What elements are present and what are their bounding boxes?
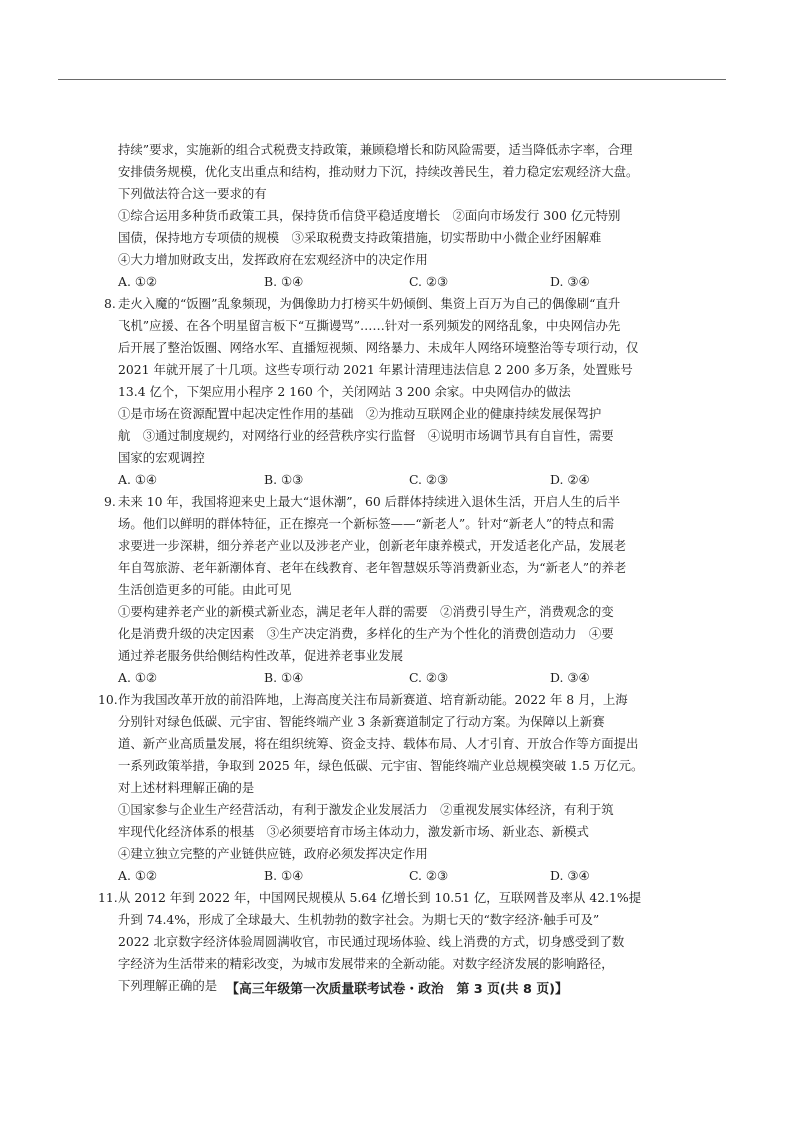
- q8-choices: [118, 469, 670, 491]
- q7-choices: [118, 271, 670, 293]
- q11-line: 字经济为生活带来的精彩改变，为城市发展带来的全新动能。对数字经济发展的影响路径，: [118, 956, 614, 971]
- q10-choice-a: A. ①②: [118, 868, 158, 883]
- q10-line: 道、新产业高质量发展，将在组织统筹、资金支持、载体布局、人才引育、开放合作等方面提出: [118, 736, 639, 751]
- q7-line: ④大力增加财政支出，发挥政府在宏观经济中的决定作用: [118, 252, 428, 267]
- q7-choice-a: A. ①②: [118, 274, 158, 289]
- q8-line: 后开展了整治饭圈、网络水军、直播短视频、网络暴力、未成年人网络环境整治等专项行动，仅: [118, 340, 639, 355]
- q11-line: 升到 74.4%，形成了全球最大、生机勃勃的数字社会。为期七天的“数字经济·触手可及”: [118, 912, 600, 927]
- q10-line: 一系列政策举措，争取到 2025 年，绿色低碳、元宇宙、智能终端产业总规模突破 1.5 万亿元。: [118, 758, 644, 773]
- q9-line: 生活创造更多的可能。由此可见: [118, 582, 292, 597]
- q9-choice-a: A. ①②: [118, 670, 158, 685]
- q8-line-text: 走火入魔的“饭圈”乱象频现，为偶像助力打榜买牛奶倾倒、集资上百万为自己的偶像刷“直升: [118, 296, 621, 311]
- q10-line: 牢现代化经济体系的根基 ③必须要培育市场主体动力，激发新市场、新业态、新模式: [118, 824, 589, 839]
- q10-line: [98, 689, 670, 711]
- q7-line: 下列做法符合这一要求的有: [118, 186, 267, 201]
- question-8: [104, 293, 670, 491]
- q11-line-text: 从 2012 年到 2022 年，中国网民规模从 5.64 亿增长到 10.51 亿，互联网普及率从 42.1%提: [118, 890, 642, 905]
- q8-choice-b: B. ①③: [264, 472, 304, 487]
- q9-choice-b: B. ①④: [264, 670, 304, 685]
- q10-line: 对上述材料理解正确的是: [118, 780, 255, 795]
- q9-line: 求要进一步深耕，细分养老产业以及涉老产业，创新老年康养模式，开发适老化产品，发展老: [118, 538, 627, 553]
- q9-line: 化是消费升级的决定因素 ③生产决定消费，多样化的生产为个性化的消费创造动力 ④要: [118, 626, 614, 641]
- q8-line: [104, 293, 670, 315]
- header-rule: [58, 79, 726, 80]
- q10-line-text: 作为我国改革开放的前沿阵地，上海高度关注布局新赛道、培育新动能。2022 年 8 月，上海: [118, 692, 628, 707]
- q9-line: 通过养老服务供给侧结构性改革，促进养老事业发展: [118, 648, 403, 663]
- q8-line: 飞机”应援、在各个明星留言板下“互撕谩骂”……针对一系列频发的网络乱象，中央网信办先: [118, 318, 621, 333]
- q7-choice-c: C. ②③: [409, 274, 449, 289]
- q9-number: 9.: [104, 494, 116, 509]
- q10-choice-d: D. ③④: [550, 868, 590, 883]
- q10-line: 分别针对绿色低碳、元宇宙、智能终端产业 3 条新赛道制定了行动方案。为保障以上新赛: [118, 714, 605, 729]
- q10-choices: [118, 865, 670, 887]
- q11-line: 下列理解正确的是: [118, 978, 218, 993]
- q8-choice-a: A. ①④: [118, 472, 158, 487]
- q8-line: ①是市场在资源配置中起决定性作用的基础 ②为推动互联网企业的健康持续发展保驾护: [118, 406, 602, 421]
- q10-line: ①国家参与企业生产经营活动，有利于激发企业发展活力 ②重视发展实体经济，有利于筑: [118, 802, 614, 817]
- q9-choice-c: C. ②③: [409, 670, 449, 685]
- q8-line: 国家的宏观调控: [118, 450, 205, 465]
- q10-number: 10.: [98, 692, 118, 707]
- q11-number: 11.: [98, 890, 118, 905]
- q9-line: 年自驾旅游、老年新潮体育、老年在线教育、老年智慧娱乐等消费新业态，为“新老人”的养老: [118, 560, 627, 575]
- q11-line: 2022 北京数字经济体验周圆满收官，市民通过现场体验、线上消费的方式，切身感受到了数: [118, 934, 625, 949]
- q11-line: [98, 887, 670, 909]
- question-10: [98, 689, 670, 887]
- q8-choice-d: D. ②④: [550, 472, 590, 487]
- q9-line-text: 未来 10 年，我国将迎来史上最大“退休潮”，60 后群体持续进入退休生活，开启人生的后半: [118, 494, 621, 509]
- q8-choice-c: C. ②③: [409, 472, 449, 487]
- q9-line: ①要构建养老产业的新模式新业态，满足老年人群的需要 ②消费引导生产，消费观念的变: [118, 604, 614, 619]
- page-footer: 【高三年级第一次质量联考试卷・政治 第 3 页(共 8 页)】: [226, 982, 568, 997]
- q10-choice-c: C. ②③: [409, 868, 449, 883]
- q8-line: 2021 年就开展了十几项。这些专项行动 2021 年累计清理违法信息 2 200 多万条，处置账号: [118, 362, 633, 377]
- q8-line: 13.4 亿个，下架应用小程序 2 160 个，关闭网站 3 200 余家。中央网信办的做法: [118, 384, 571, 399]
- q10-choice-b: B. ①④: [264, 868, 304, 883]
- exam-content: [98, 139, 670, 997]
- q9-choices: [118, 667, 670, 689]
- q7-choice-d: D. ③④: [550, 274, 590, 289]
- q8-line: 航 ③通过制度规约，对网络行业的经营秩序实行监督 ④说明市场调节具有自盲性，需要: [118, 428, 614, 443]
- question-9: [104, 491, 670, 689]
- q10-line: ④建立独立完整的产业链供应链，政府必须发挥决定作用: [118, 846, 428, 861]
- q9-choice-d: D. ③④: [550, 670, 590, 685]
- q7-line: ①综合运用多种货币政策工具，保持货币信贷平稳适度增长 ②面向市场发行 300 亿元特别: [118, 208, 621, 223]
- q9-line: 场。他们以鲜明的群体特征，正在擦亮一个新标签——“新老人”。针对“新老人”的特点和需: [118, 516, 615, 531]
- question-7: [118, 139, 670, 293]
- q9-line: [104, 491, 670, 513]
- q7-line: 国债，保持地方专项债的规模 ③采取税费支持政策措施，切实帮助中小微企业纾困解难: [118, 230, 602, 245]
- q8-number: 8.: [104, 296, 116, 311]
- q7-line: 持续”要求，实施新的组合式税费支持政策，兼顾稳增长和防风险需要，适当降低赤字率，合理: [118, 142, 633, 157]
- q7-line: 安排债务规模，优化支出重点和结构，推动财力下沉，持续改善民生，着力稳定宏观经济大盘。: [118, 164, 639, 179]
- q7-choice-b: B. ①④: [264, 274, 304, 289]
